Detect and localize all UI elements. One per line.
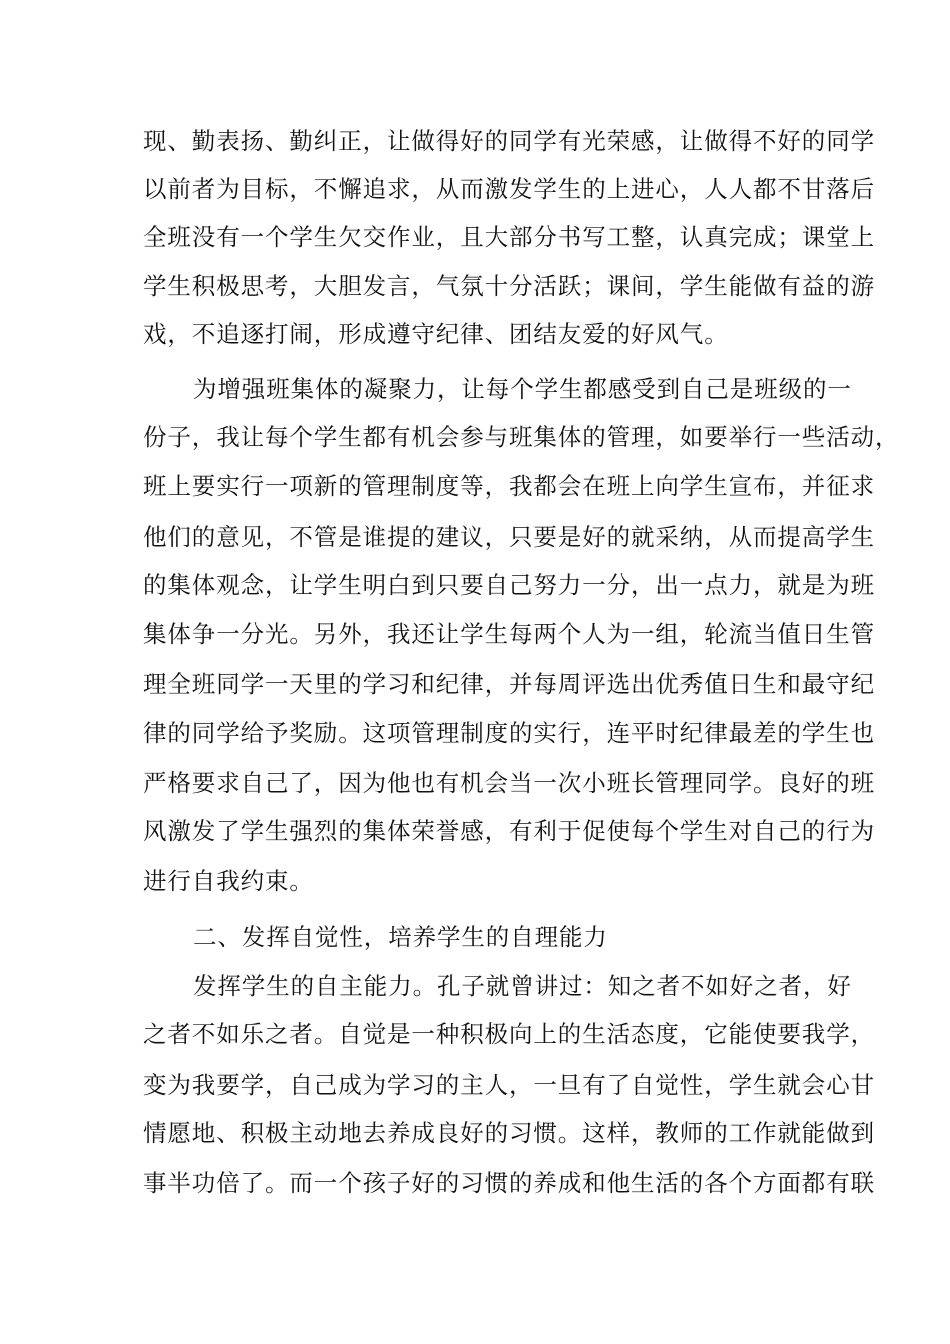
paragraph-line: 班上要实行一项新的管理制度等，我都会在班上向学生宣布，并征求 [143,472,875,500]
paragraph-line: 律的同学给予奖励。这项管理制度的实行，连平时纪律最差的学生也 [143,719,875,747]
paragraph-line: 发挥学生的自主能力。孔子就曾讲过：知之者不如好之者，好 [193,972,852,1000]
section-heading: 二、发挥自觉性，培养学生的自理能力 [193,923,608,951]
paragraph-line: 风激发了学生强烈的集体荣誉感，有利于促使每个学生对自己的行为 [143,817,875,845]
paragraph-line: 集体争一分光。另外，我还让学生每两个人为一组，轮流当值日生管 [143,620,875,648]
paragraph-line: 为增强班集体的凝聚力，让每个学生都感受到自己是班级的一 [193,375,852,403]
paragraph-line: 全班没有一个学生欠交作业，且大部分书写工整，认真完成；课堂上 [143,223,875,251]
paragraph-line: 现、勤表扬、勤纠正，让做得好的同学有光荣感，让做得不好的同学 [143,127,875,155]
paragraph-line: 变为我要学，自己成为学习的主人，一旦有了自觉性，学生就会心甘 [143,1071,875,1099]
paragraph-line: 学生积极思考，大胆发言，气氛十分活跃；课间，学生能做有益的游 [143,272,875,300]
paragraph-line: 理全班同学一天里的学习和纪律，并每周评选出优秀值日生和最守纪 [143,670,875,698]
paragraph-line: 严格要求自己了，因为他也有机会当一次小班长管理同学。良好的班 [143,769,875,797]
paragraph-line: 他们的意见，不管是谁提的建议，只要是好的就采纳，从而提高学生 [143,523,875,551]
paragraph-line: 的集体观念，让学生明白到只要自己努力一分，出一点力，就是为班 [143,571,875,599]
paragraph-line: 情愿地、积极主动地去养成良好的习惯。这样，教师的工作就能做到 [143,1119,875,1147]
paragraph-line: 戏，不追逐打闹，形成遵守纪律、团结友爱的好风气。 [143,320,729,348]
paragraph-line: 事半功倍了。而一个孩子好的习惯的养成和他生活的各个方面都有联 [143,1169,875,1197]
paragraph-line: 份子，我让每个学生都有机会参与班集体的管理，如要举行一些活动， [143,423,900,451]
paragraph-line: 进行自我约束。 [143,867,314,895]
paragraph-line: 之者不如乐之者。自觉是一种积极向上的生活态度，它能使要我学， [143,1020,875,1048]
paragraph-line: 以前者为目标，不懈追求，从而激发学生的上进心，人人都不甘落后 [143,175,875,203]
